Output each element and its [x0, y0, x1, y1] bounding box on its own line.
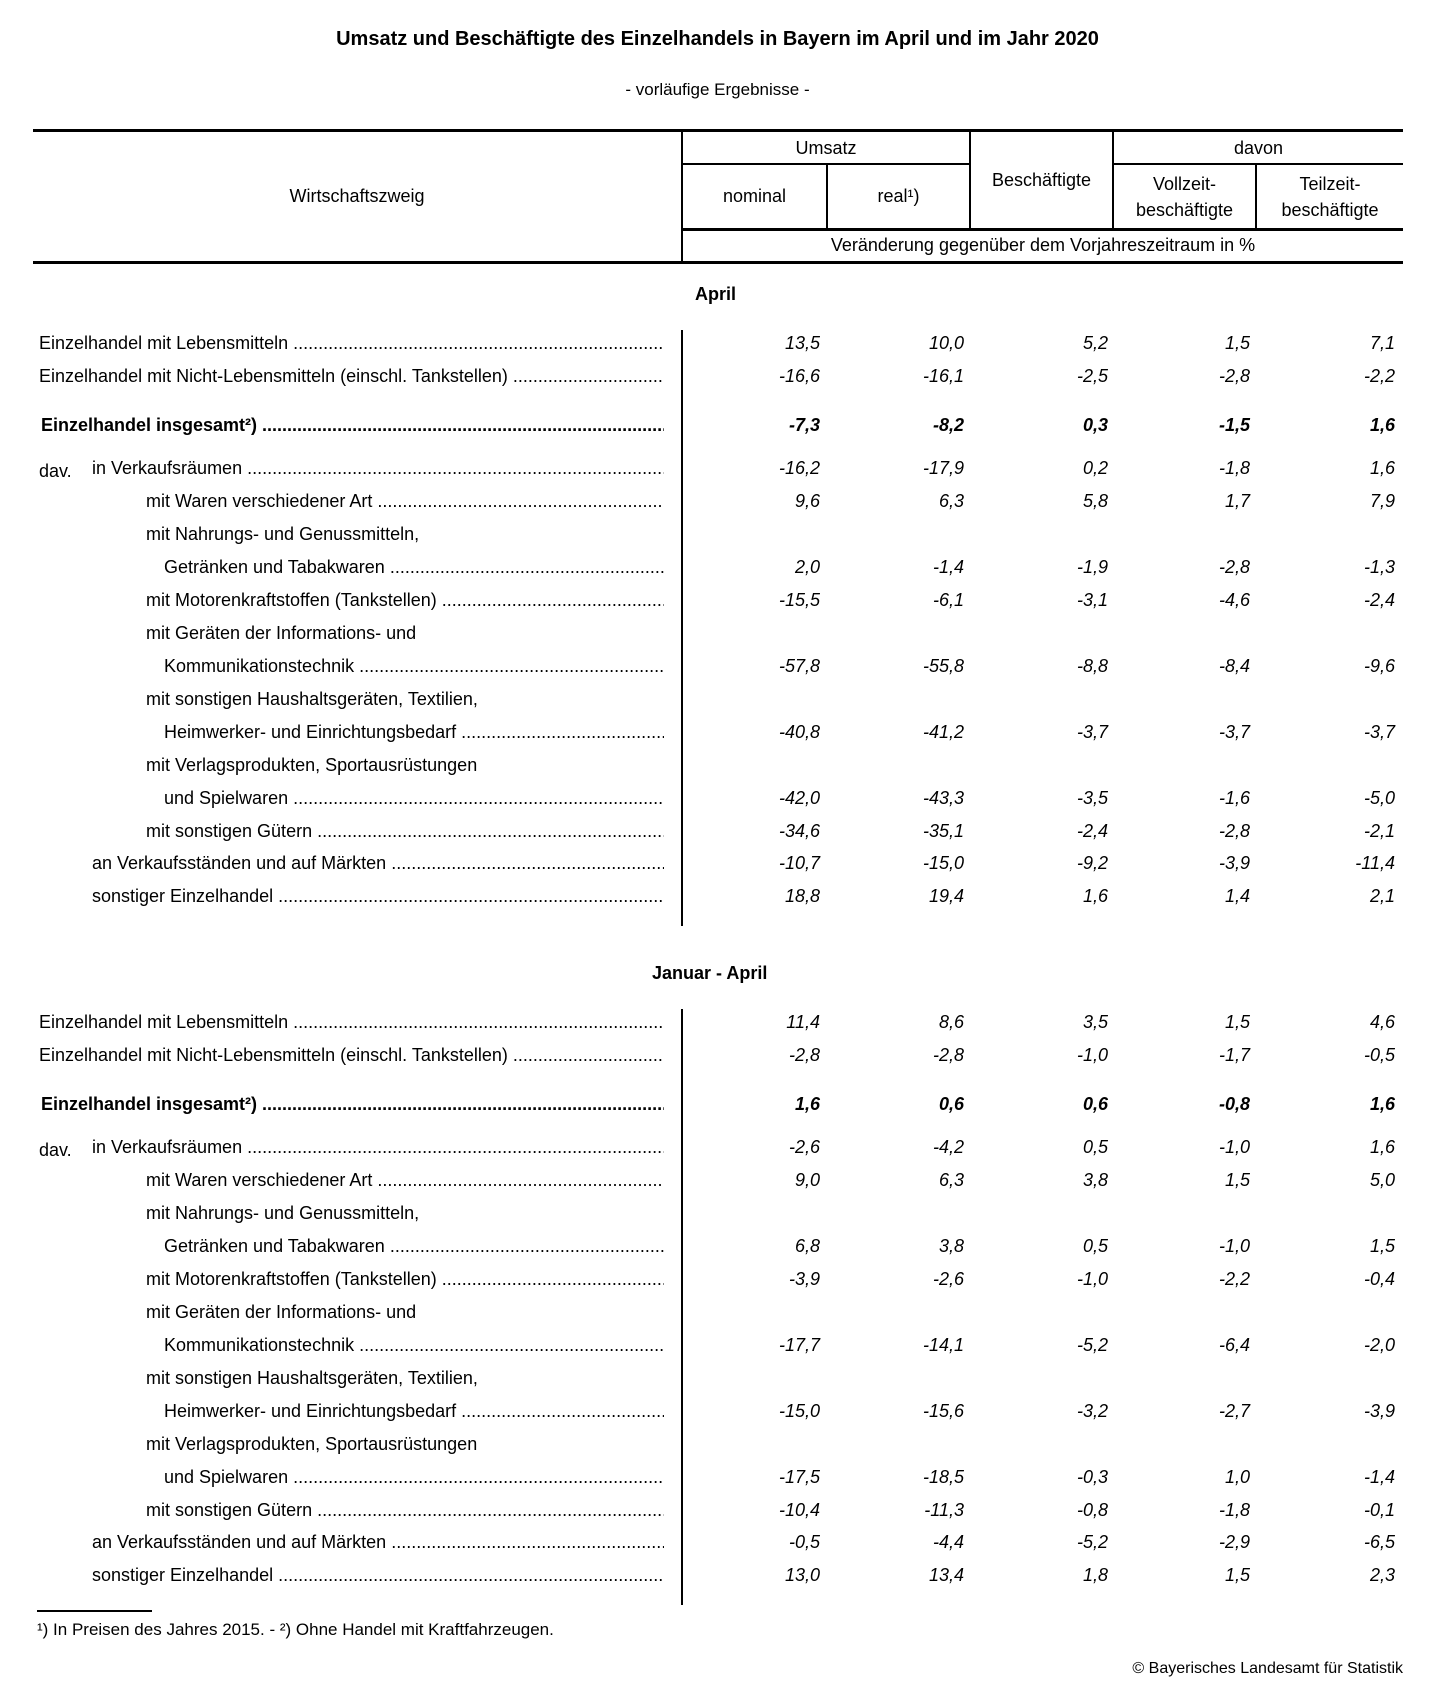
row-label: Einzelhandel mit Lebensmitteln ..... [39, 333, 664, 354]
cell-value: -16,2 [778, 458, 820, 478]
table-row [0, 458, 1435, 490]
row-label: mit sonstigen Gütern ..... [146, 1500, 664, 1521]
cell-value: -2,4 [1076, 821, 1108, 841]
row-label: Getränken und Tabakwaren ..... [164, 557, 664, 578]
cell-value: -11,3 [924, 1500, 964, 1520]
cell-value: 2,3 [1369, 1565, 1395, 1585]
row-label: Einzelhandel mit Nicht-Lebensmitteln (einschl. Tankstellen) ..... [39, 1045, 664, 1066]
cell-value: -15,5 [778, 590, 820, 610]
cell-value: -5,2 [1076, 1335, 1108, 1355]
cell-value: -55,8 [922, 656, 964, 676]
cell-value: 0,5 [1082, 1137, 1108, 1157]
header-teilzeit: Teilzeit- beschäftigte [1281, 174, 1379, 220]
cell-value: 1,5 [1224, 1170, 1250, 1190]
header-top-rule [33, 129, 1403, 132]
table-row [0, 1565, 1435, 1597]
cell-value: -2,8 [1218, 366, 1250, 386]
cell-value: 1,6 [1369, 1094, 1395, 1114]
table-row [0, 1500, 1435, 1532]
footnote-rule [37, 1610, 152, 1612]
row-label: mit Waren verschiedener Art ..... [146, 1170, 664, 1191]
dav-label: dav. [39, 1140, 72, 1160]
row-label: Getränken und Tabakwaren ..... [164, 1236, 664, 1257]
cell-value: -7,3 [788, 415, 820, 435]
table-row [0, 1137, 1435, 1169]
cell-value: -0,8 [1218, 1094, 1250, 1114]
cell-value: -5,0 [1363, 788, 1395, 808]
table-row [0, 656, 1435, 688]
header-wirtschaftszweig: Wirtschaftszweig [289, 186, 425, 206]
page-title: Umsatz und Beschäftigte des Einzelhandels in Bayern im April und im Jahr 2020 [336, 28, 1099, 50]
row-label: in Verkaufsräumen ..... [92, 458, 664, 479]
cell-value: 13,4 [928, 1565, 964, 1585]
cell-value: -1,4 [1363, 1467, 1395, 1487]
cell-value: -1,0 [1076, 1045, 1108, 1065]
cell-value: -2,2 [1363, 366, 1395, 386]
table-row [0, 886, 1435, 918]
cell-value: -1,3 [1363, 557, 1395, 577]
cell-value: 7,9 [1369, 491, 1395, 511]
table-row [0, 1401, 1435, 1433]
cell-value: -1,8 [1218, 458, 1250, 478]
table-row [0, 590, 1435, 622]
cell-value: -1,0 [1076, 1269, 1108, 1289]
cell-value: 1,5 [1224, 1565, 1250, 1585]
header-davon: davon [1233, 138, 1284, 158]
cell-value: -2,8 [1218, 821, 1250, 841]
cell-value: -2,4 [1363, 590, 1395, 610]
cell-value: 1,5 [1369, 1236, 1395, 1256]
cell-value: 2,0 [794, 557, 820, 577]
cell-value: -0,5 [1363, 1045, 1395, 1065]
cell-value: 9,0 [794, 1170, 820, 1190]
row-label: mit Nahrungs- und Genussmitteln, [146, 1203, 420, 1223]
cell-value: 0,5 [1082, 1236, 1108, 1256]
cell-value: -14,1 [922, 1335, 964, 1355]
cell-value: -2,1 [1363, 821, 1395, 841]
table-row [0, 1269, 1435, 1301]
cell-value: -2,9 [1218, 1532, 1250, 1552]
cell-value: -16,1 [922, 366, 964, 386]
cell-value: -3,7 [1218, 722, 1250, 742]
table-row [0, 1467, 1435, 1499]
table-row [0, 491, 1435, 523]
table-row [0, 333, 1435, 365]
cell-value: -15,0 [778, 1401, 820, 1421]
row-label: mit sonstigen Gütern ..... [146, 821, 664, 842]
header-real: real¹) [877, 186, 920, 206]
cell-value: -57,8 [778, 656, 820, 676]
cell-value: -9,6 [1363, 656, 1395, 676]
table-row [0, 1335, 1435, 1367]
cell-value: -17,5 [778, 1467, 820, 1487]
cell-value: -15,0 [922, 853, 964, 873]
cell-value: -17,7 [778, 1335, 820, 1355]
cell-value: 19,4 [928, 886, 964, 906]
cell-value: -1,0 [1218, 1137, 1250, 1157]
row-label: und Spielwaren ..... [164, 788, 664, 809]
cell-value: -2,5 [1076, 366, 1108, 386]
table-row [0, 1532, 1435, 1564]
header-rule-davon [1112, 163, 1403, 165]
cell-value: 1,6 [794, 1094, 820, 1114]
cell-value: 9,6 [794, 491, 820, 511]
cell-value: -0,1 [1363, 1500, 1395, 1520]
cell-value: 1,4 [1224, 886, 1250, 906]
header-vollzeit: Vollzeit- beschäftigte [1135, 174, 1234, 220]
row-label: Einzelhandel insgesamt²) ..... [41, 415, 664, 436]
cell-value: -2,6 [788, 1137, 820, 1157]
cell-value: 10,0 [928, 333, 964, 353]
row-label: an Verkaufsständen und auf Märkten ..... [92, 853, 664, 874]
cell-value: -16,6 [778, 366, 820, 386]
cell-value: -8,2 [932, 415, 964, 435]
row-label: Heimwerker- und Einrichtungsbedarf ..... [164, 722, 664, 743]
row-label: mit sonstigen Haushaltsgeräten, Textilien, [146, 1368, 478, 1388]
cell-value: -6,5 [1363, 1532, 1395, 1552]
cell-value: -9,2 [1076, 853, 1108, 873]
cell-value: -40,8 [778, 722, 820, 742]
cell-value: 1,6 [1369, 458, 1395, 478]
row-label: mit Geräten der Informations- und [146, 623, 417, 643]
cell-value: -18,5 [922, 1467, 964, 1487]
table-row [0, 788, 1435, 820]
row-label: mit sonstigen Haushaltsgeräten, Textilien, [146, 689, 478, 709]
cell-value: -3,7 [1363, 722, 1395, 742]
cell-value: 3,5 [1082, 1012, 1108, 1032]
cell-value: 18,8 [784, 886, 820, 906]
cell-value: 5,8 [1082, 491, 1108, 511]
cell-value: -41,2 [922, 722, 964, 742]
table-row [0, 1434, 1435, 1466]
cell-value: 6,3 [938, 1170, 964, 1190]
row-label: mit Verlagsprodukten, Sportausrüstungen [146, 1434, 478, 1454]
page-subtitle: - vorläufige Ergebnisse - [625, 80, 810, 99]
row-label: sonstiger Einzelhandel ..... [92, 886, 664, 907]
cell-value: -4,6 [1218, 590, 1250, 610]
header-unit: Veränderung gegenüber dem Vorjahreszeitraum in % [830, 235, 1256, 255]
cell-value: -1,6 [1218, 788, 1250, 808]
row-label: mit Geräten der Informations- und [146, 1302, 417, 1322]
cell-value: 0,6 [938, 1094, 964, 1114]
table-row [0, 623, 1435, 655]
table-row [0, 1236, 1435, 1268]
table-row [0, 853, 1435, 885]
row-label: mit Motorenkraftstoffen (Tankstellen) ..... [146, 590, 664, 611]
row-label: mit Nahrungs- und Genussmitteln, [146, 524, 420, 544]
cell-value: 1,6 [1369, 1137, 1395, 1157]
cell-value: -4,4 [932, 1532, 964, 1552]
cell-value: 1,0 [1224, 1467, 1250, 1487]
cell-value: 3,8 [938, 1236, 964, 1256]
header-nominal: nominal [722, 186, 787, 206]
table-row [0, 366, 1435, 398]
cell-value: -6,4 [1218, 1335, 1250, 1355]
cell-value: 7,1 [1369, 333, 1395, 353]
table-row [0, 415, 1435, 447]
row-label: mit Verlagsprodukten, Sportausrüstungen [146, 755, 478, 775]
cell-value: -17,9 [922, 458, 964, 478]
cell-value: 0,6 [1082, 1094, 1108, 1114]
cell-value: -10,4 [778, 1500, 820, 1520]
cell-value: -34,6 [778, 821, 820, 841]
cell-value: -2,8 [1218, 557, 1250, 577]
cell-value: -1,8 [1218, 1500, 1250, 1520]
cell-value: -2,6 [932, 1269, 964, 1289]
cell-value: -3,9 [1363, 1401, 1395, 1421]
row-label: sonstiger Einzelhandel ..... [92, 1565, 664, 1586]
cell-value: 6,8 [794, 1236, 820, 1256]
cell-value: -2,8 [932, 1045, 964, 1065]
cell-value: -3,7 [1076, 722, 1108, 742]
header-bottom-rule [33, 261, 1403, 264]
cell-value: 6,3 [938, 491, 964, 511]
row-label: Einzelhandel mit Nicht-Lebensmitteln (einschl. Tankstellen) ..... [39, 366, 664, 387]
table-row [0, 557, 1435, 589]
table-row [0, 689, 1435, 721]
cell-value: -3,5 [1076, 788, 1108, 808]
table-row [0, 1302, 1435, 1334]
cell-value: -8,4 [1218, 656, 1250, 676]
cell-value: 8,6 [938, 1012, 964, 1032]
cell-value: -2,8 [788, 1045, 820, 1065]
cell-value: -3,2 [1076, 1401, 1108, 1421]
row-label: in Verkaufsräumen ..... [92, 1137, 664, 1158]
table-row [0, 1045, 1435, 1077]
table-row [0, 821, 1435, 853]
cell-value: -1,5 [1218, 415, 1250, 435]
cell-value: 13,5 [784, 333, 820, 353]
row-label: mit Waren verschiedener Art ..... [146, 491, 664, 512]
cell-value: -5,2 [1076, 1532, 1108, 1552]
cell-value: -15,6 [922, 1401, 964, 1421]
table-row [0, 722, 1435, 754]
cell-value: 3,8 [1082, 1170, 1108, 1190]
row-label: Kommunikationstechnik ..... [164, 656, 664, 677]
row-label: Einzelhandel mit Lebensmitteln ..... [39, 1012, 664, 1033]
cell-value: -10,7 [778, 853, 820, 873]
table-row [0, 1170, 1435, 1202]
cell-value: -8,8 [1076, 656, 1108, 676]
cell-value: -2,0 [1363, 1335, 1395, 1355]
cell-value: 4,6 [1369, 1012, 1395, 1032]
cell-value: -4,2 [932, 1137, 964, 1157]
cell-value: 2,1 [1369, 886, 1395, 906]
table-row [0, 1203, 1435, 1235]
cell-value: 5,2 [1082, 333, 1108, 353]
row-label: mit Motorenkraftstoffen (Tankstellen) ..... [146, 1269, 664, 1290]
row-label: Einzelhandel insgesamt²) ..... [41, 1094, 664, 1115]
table-row [0, 1012, 1435, 1044]
cell-value: 0,3 [1082, 415, 1108, 435]
cell-value: -2,7 [1218, 1401, 1250, 1421]
row-label: Heimwerker- und Einrichtungsbedarf ..... [164, 1401, 664, 1422]
cell-value: -3,1 [1076, 590, 1108, 610]
cell-value: -43,3 [922, 788, 964, 808]
cell-value: 1,6 [1369, 415, 1395, 435]
cell-value: 0,2 [1082, 458, 1108, 478]
dav-label: dav. [39, 461, 72, 481]
cell-value: 1,5 [1224, 1012, 1250, 1032]
table-row [0, 1094, 1435, 1126]
row-label: an Verkaufsständen und auf Märkten ..... [92, 1532, 664, 1553]
cell-value: -0,3 [1076, 1467, 1108, 1487]
cell-value: 1,5 [1224, 333, 1250, 353]
cell-value: -0,5 [788, 1532, 820, 1552]
cell-value: -3,9 [788, 1269, 820, 1289]
cell-value: -2,2 [1218, 1269, 1250, 1289]
cell-value: 1,7 [1224, 491, 1250, 511]
cell-value: -42,0 [778, 788, 820, 808]
cell-value: -3,9 [1218, 853, 1250, 873]
header-rule-unit [682, 228, 1403, 231]
table-row [0, 524, 1435, 556]
cell-value: -0,4 [1363, 1269, 1395, 1289]
cell-value: 5,0 [1369, 1170, 1395, 1190]
cell-value: -0,8 [1076, 1500, 1108, 1520]
cell-value: -11,4 [1355, 853, 1395, 873]
cell-value: -1,9 [1076, 557, 1108, 577]
cell-value: 1,8 [1082, 1565, 1108, 1585]
cell-value: 13,0 [784, 1565, 820, 1585]
copyright: © Bayerisches Landesamt für Statistik [1132, 1660, 1403, 1677]
cell-value: 11,4 [786, 1012, 820, 1032]
cell-value: -35,1 [922, 821, 964, 841]
cell-value: -1,0 [1218, 1236, 1250, 1256]
cell-value: -1,7 [1218, 1045, 1250, 1065]
row-label: und Spielwaren ..... [164, 1467, 664, 1488]
row-label: Kommunikationstechnik ..... [164, 1335, 664, 1356]
header-beschaeftigte: Beschäftigte [991, 170, 1092, 190]
table-row [0, 1368, 1435, 1400]
cell-value: -1,4 [932, 557, 964, 577]
cell-value: -6,1 [932, 590, 964, 610]
header-umsatz: Umsatz [795, 138, 857, 158]
table-row [0, 755, 1435, 787]
footnote: ¹) In Preisen des Jahres 2015. - ²) Ohne Handel mit Kraftfahrzeugen. [37, 1620, 554, 1639]
cell-value: 1,6 [1082, 886, 1108, 906]
